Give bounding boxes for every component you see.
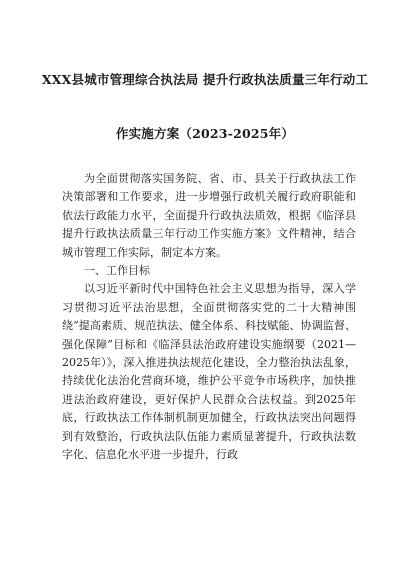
intro-paragraph: 为全面贯彻落实国务院、省、市、县关于行政执法工作决策部署和工作要求，进一步增强行政机关履行政府职能和依法行政能力水平，全面提升行政执法质效，根据《临泽县提升行政执法质量三年行动工作实施方案》文件精神，结合城市管理工作实际，制定本方案。 (62, 172, 356, 259)
document-body (62, 170, 356, 465)
document-title-line-2: 作实施方案（2023-2025年） (115, 126, 295, 141)
goals-paragraph: 以习近平新时代中国特色社会主义思想为指导，深入学习贯彻习近平法治思想，全面贯彻落实党的二十大精神围绕“提高素质、规范执法、健全体系、科技赋能、协调监督、强化保障”目标和《临泽县法治政府建设实施纲要（2021—2025年）》，深入推进执法规范化建设，全力整治执法乱象，持续优化法治化营商环境，维护公平竞争市场秩序，加快推进法治政府建设，更好保护人民群众合法权益。到2025年底，行政执法工作体制机制更加健全，行政执法突出问题得到有效整治，行政执法队伍能力素质显著提升，行政执法数字化、信息化水平进一步提升，行政 (62, 282, 356, 462)
section-heading: 一、工作目标 (84, 264, 150, 278)
document-title-line-1: XXX县城市管理综合执法局 提升行政执法质量三年行动工 (41, 72, 369, 87)
